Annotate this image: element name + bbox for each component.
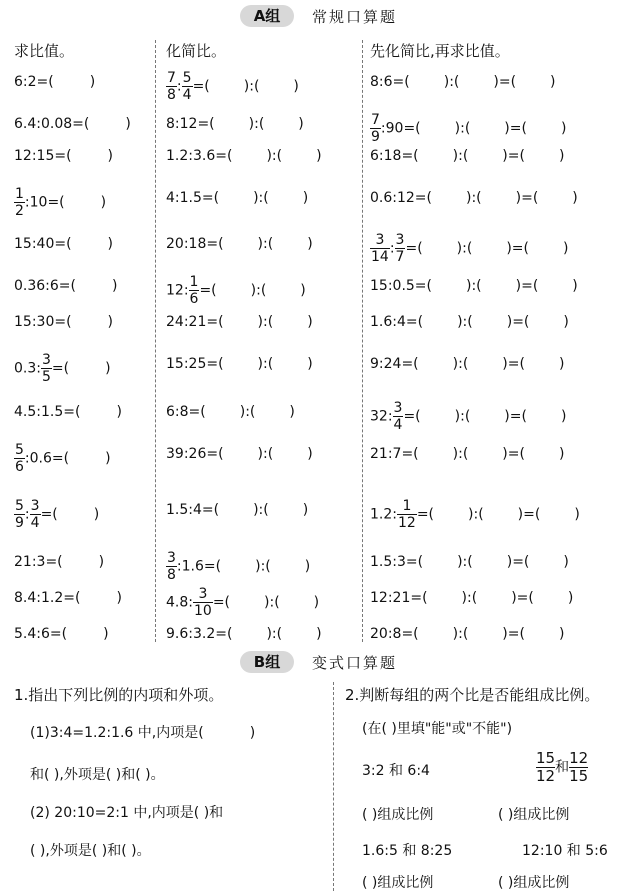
row-colon: ):( [266, 626, 283, 642]
row-expression: 12:21=( [370, 590, 428, 606]
fraction-denominator: 6 [15, 459, 24, 475]
fraction-denominator: 9 [15, 515, 24, 531]
fraction-numerator: 1 [189, 274, 199, 290]
row-colon: ):( [257, 356, 274, 372]
row-close: ) [93, 506, 100, 523]
exercise-row [14, 148, 113, 164]
section-a-badge: A组 [240, 5, 294, 27]
q1-line3: (2) 20:10=2:1 中,内项是( )和 [30, 805, 224, 821]
row-close: ) [302, 190, 309, 206]
row-close: ) [103, 626, 109, 642]
fraction [393, 400, 404, 433]
row-close: ) [572, 278, 578, 294]
exercise-row [370, 590, 573, 606]
row-equals: )=( [511, 590, 534, 606]
row-equals: )=( [515, 190, 539, 206]
exercise-row [370, 400, 566, 433]
row-expression: =( [405, 240, 423, 257]
row-close: ) [307, 356, 313, 372]
fraction-denominator: 4 [393, 417, 403, 433]
exercise-row [370, 356, 564, 372]
q1-line2: 和( ),外项是( )和( )。 [30, 767, 165, 783]
fraction-denominator: 8 [167, 567, 176, 583]
exercise-row [370, 314, 569, 330]
fraction-numerator: 5 [182, 70, 192, 86]
fraction [30, 498, 41, 531]
row-close: ) [289, 404, 295, 420]
row-close: ) [563, 314, 569, 330]
row-expression: 1.5:4=( [166, 502, 220, 518]
row-expression: 8.4:1.2=( [14, 590, 81, 606]
fraction [370, 232, 390, 265]
exercise-row [166, 274, 306, 307]
row-expression: 8:12=( [166, 116, 215, 132]
q2-pair4: 12:10 和 5:6 [522, 843, 608, 859]
fraction-numerator: 7 [371, 112, 380, 128]
row-colon: ):( [257, 236, 274, 252]
exercise-row [370, 148, 564, 164]
row-expression: 21:3=( [14, 554, 63, 570]
exercise-row [370, 554, 569, 570]
row-close: ) [125, 116, 131, 132]
exercise-row [166, 626, 322, 642]
row-close: ) [107, 148, 114, 164]
col3-heading: 先化简比,再求比值。 [370, 42, 510, 60]
fraction-denominator: 8 [167, 87, 176, 103]
fraction-denominator: 4 [30, 515, 40, 531]
fraction-numerator: 3 [370, 232, 390, 249]
fraction-denominator: 9 [371, 129, 380, 145]
exercise-row [14, 186, 106, 219]
divider-1 [155, 40, 156, 642]
row-close: ) [293, 78, 299, 95]
exercise-row [14, 236, 113, 252]
row-expression: 6:8=( [166, 404, 206, 420]
row-expression: 15:30=( [14, 314, 72, 330]
row-expression: 39:26=( [166, 446, 224, 462]
row-close: ) [298, 116, 304, 132]
row-equals: )=( [506, 240, 529, 257]
row-colon: ):( [452, 626, 469, 642]
exercise-row [370, 74, 556, 90]
row-expression: =( [192, 78, 210, 95]
fraction [370, 112, 381, 145]
row-expression: :0.6=( [24, 450, 70, 467]
fraction-denominator: 12 [397, 515, 416, 531]
row-expression: 6:2=( [14, 74, 54, 90]
q1-line1-end: ) [249, 725, 256, 741]
q1-line1 [30, 722, 255, 742]
row-colon: ):( [257, 446, 274, 462]
row-expression: 15:25=( [166, 356, 224, 372]
fraction [166, 550, 177, 583]
q2-pair3: 1.6:5 和 8:25 [362, 843, 453, 859]
fraction-numerator: 1 [397, 498, 417, 515]
row-expression: 24:21=( [166, 314, 224, 330]
fraction-denominator: 6 [189, 291, 199, 307]
row-close: ) [550, 74, 556, 90]
row-close: ) [107, 236, 114, 252]
exercise-row [370, 278, 578, 294]
row-colon: ):( [255, 558, 271, 575]
exercise-row [14, 314, 113, 330]
fraction [166, 70, 177, 103]
fraction [182, 70, 193, 103]
exercise-row [14, 626, 109, 642]
row-expression: :90=( [380, 120, 421, 137]
exercise-row [370, 446, 564, 462]
row-close: ) [307, 446, 313, 462]
row-colon: ):( [264, 594, 280, 611]
row-close: ) [89, 74, 96, 90]
row-close: ) [304, 558, 311, 575]
row-close: ) [558, 356, 565, 372]
row-expression: :10=( [24, 194, 65, 211]
fraction-numerator: 3 [30, 498, 40, 514]
row-expression: =( [40, 506, 58, 523]
exercise-row [166, 148, 322, 164]
row-expression: 20:8=( [370, 626, 419, 642]
exercise-row [370, 626, 564, 642]
row-close: ) [560, 120, 567, 137]
row-colon: ):( [243, 78, 260, 95]
fraction [189, 274, 200, 307]
row-expression: 12:15=( [14, 148, 72, 164]
fraction-denominator: 5 [41, 369, 51, 385]
q1-line4: ( ),外项是( )和( )。 [30, 843, 151, 859]
row-sep: : [24, 506, 30, 523]
row-close: ) [558, 148, 565, 164]
row-equals: )=( [504, 408, 527, 425]
row-colon: ):( [456, 240, 473, 257]
row-expression: 9:24=( [370, 356, 419, 372]
row-expression: 1.6:4=( [370, 314, 424, 330]
fraction-numerator: 1 [15, 186, 24, 202]
q2-pair2: $\frac{15}{12}$ 和 $\frac{12}{15}$ [536, 749, 589, 785]
row-expression: =( [403, 408, 421, 425]
row-colon: ):( [253, 190, 269, 206]
row-close: ) [302, 502, 309, 518]
row-sep: : [389, 240, 395, 257]
exercise-row [14, 352, 111, 385]
exercise-row [370, 190, 578, 206]
row-close: ) [563, 554, 569, 570]
row-colon: ):( [466, 278, 482, 294]
row-close: ) [572, 190, 578, 206]
fraction-denominator: 14 [371, 249, 389, 265]
exercise-row [14, 554, 104, 570]
row-expression: 20:18=( [166, 236, 224, 252]
q2-sub: (在( )里填"能"或"不能") [362, 721, 513, 737]
row-equals: )=( [502, 148, 525, 164]
row-equals: )=( [502, 626, 525, 642]
row-expression: 8:6=( [370, 74, 410, 90]
exercise-row [166, 502, 308, 518]
row-equals: )=( [502, 356, 525, 372]
row-expression: :1.6=( [176, 558, 222, 575]
row-close: ) [558, 446, 565, 462]
row-equals: )=( [517, 506, 541, 523]
row-equals: )=( [504, 120, 527, 137]
row-close: ) [316, 626, 322, 642]
row-expression: 6:18=( [370, 148, 419, 164]
exercise-row [166, 190, 308, 206]
exercise-row [166, 116, 304, 132]
row-colon: ):( [452, 356, 469, 372]
col1-heading: 求比值。 [14, 42, 75, 60]
row-close: ) [112, 278, 118, 294]
row-equals: )=( [506, 314, 530, 330]
row-expression: 21:7=( [370, 446, 419, 462]
q1-heading: 1.指出下列比例的内项和外项。 [14, 686, 224, 704]
row-colon: ):( [454, 120, 471, 137]
q2-answer1: ( )组成比例 [362, 807, 434, 823]
row-lead: 0.3: [14, 360, 41, 377]
exercise-row [370, 498, 580, 531]
fraction-denominator: 7 [395, 249, 405, 265]
row-colon: ):( [248, 116, 265, 132]
section-b-badge: B组 [240, 651, 294, 673]
fraction-numerator: 5 [15, 498, 24, 514]
exercise-row [14, 74, 95, 90]
row-expression: 4.5:1.5=( [14, 404, 81, 420]
row-close: ) [105, 360, 111, 377]
exercise-row [166, 586, 319, 619]
exercise-row [166, 236, 313, 252]
divider-3 [333, 682, 334, 891]
fraction [14, 498, 25, 531]
row-close: ) [300, 282, 306, 299]
row-expression: =( [51, 360, 70, 377]
exercise-row [14, 404, 122, 420]
row-colon: ):( [250, 282, 267, 299]
exercise-row [370, 232, 568, 265]
fraction-numerator: 5 [15, 442, 24, 458]
exercise-row [166, 404, 295, 420]
q2-pair1: 3:2 和 6:4 [362, 763, 430, 779]
row-expression: 1.5:3=( [370, 554, 424, 570]
row-equals: )=( [515, 278, 539, 294]
row-colon: ):( [466, 190, 482, 206]
col2-heading: 化简比。 [166, 42, 227, 60]
row-close: ) [116, 590, 122, 606]
row-colon: ):( [468, 506, 484, 523]
fraction-numerator: 3 [167, 550, 176, 566]
row-close: ) [313, 594, 320, 611]
row-colon: ):( [461, 590, 478, 606]
row-close: ) [98, 554, 105, 570]
fraction-denominator: 10 [193, 603, 212, 619]
section-b-title: 变式口算题 [312, 654, 398, 672]
q2-heading: 2.判断每组的两个比是否能组成比例。 [345, 686, 600, 704]
row-close: ) [560, 408, 567, 425]
row-close: ) [562, 240, 569, 257]
row-colon: ):( [253, 502, 269, 518]
row-expression: =( [212, 594, 231, 611]
row-equals: )=( [502, 446, 525, 462]
row-close: ) [558, 626, 565, 642]
row-close: ) [574, 506, 580, 523]
row-colon: ):( [457, 554, 473, 570]
row-close: ) [567, 590, 574, 606]
fraction-numerator: 7 [167, 70, 176, 86]
fraction [14, 186, 25, 219]
exercise-row [166, 550, 310, 583]
row-expression: 4:1.5=( [166, 190, 220, 206]
row-close: ) [307, 314, 313, 330]
exercise-row [166, 446, 313, 462]
fraction-numerator: 3 [41, 352, 51, 368]
row-close: ) [316, 148, 322, 164]
divider-2 [362, 40, 363, 642]
exercise-row [14, 498, 99, 531]
exercise-row [370, 112, 566, 145]
row-expression: 15:40=( [14, 236, 72, 252]
fraction [395, 232, 406, 265]
q2-answer3: ( )组成比例 [362, 875, 434, 891]
section-a-title: 常规口算题 [312, 8, 398, 26]
row-close: ) [307, 236, 313, 252]
row-equals: )=( [506, 554, 530, 570]
exercise-row [166, 356, 313, 372]
exercise-row [14, 116, 131, 132]
fraction [41, 352, 52, 385]
row-close: ) [100, 194, 107, 211]
row-equals: )=( [493, 74, 517, 90]
row-colon: ):( [452, 446, 469, 462]
exercise-row [14, 278, 117, 294]
exercise-row [14, 590, 122, 606]
row-expression: 9.6:3.2=( [166, 626, 233, 642]
row-expression: 6.4:0.08=( [14, 116, 90, 132]
row-lead: 32: [370, 408, 393, 425]
row-close: ) [105, 450, 111, 467]
row-expression: 5.4:6=( [14, 626, 68, 642]
row-expression: 1.2:3.6=( [166, 148, 233, 164]
exercise-row [166, 70, 299, 103]
row-close: ) [107, 314, 114, 330]
row-colon: ):( [266, 148, 283, 164]
fraction-numerator: 3 [193, 586, 213, 603]
fraction [193, 586, 213, 619]
row-close: ) [116, 404, 122, 420]
row-expression: 0.36:6=( [14, 278, 76, 294]
fraction-numerator: 3 [395, 232, 405, 248]
q2-answer2: ( )组成比例 [498, 807, 570, 823]
row-colon: ):( [457, 314, 473, 330]
row-colon: ):( [257, 314, 274, 330]
row-colon: ):( [452, 148, 469, 164]
row-sep: : [176, 78, 182, 95]
row-expression: 15:0.5=( [370, 278, 432, 294]
fraction [14, 442, 25, 475]
fraction-denominator: 4 [182, 87, 192, 103]
exercise-row [14, 442, 111, 475]
q2-answer4: ( )组成比例 [498, 875, 570, 891]
row-colon: ):( [239, 404, 256, 420]
row-colon: ):( [454, 408, 471, 425]
row-lead: 1.2: [370, 506, 397, 523]
exercise-row [166, 314, 313, 330]
row-lead: 12: [166, 282, 189, 299]
row-expression: =( [416, 506, 435, 523]
fraction-numerator: 3 [393, 400, 403, 416]
q1-line1-text: (1)3:4=1.2:1.6 中,内项是( [30, 725, 204, 741]
fraction [397, 498, 417, 531]
row-expression: =( [199, 282, 217, 299]
row-expression: 0.6:12=( [370, 190, 432, 206]
row-colon: ):( [443, 74, 460, 90]
row-lead: 4.8: [166, 594, 193, 611]
fraction-denominator: 2 [15, 203, 24, 219]
